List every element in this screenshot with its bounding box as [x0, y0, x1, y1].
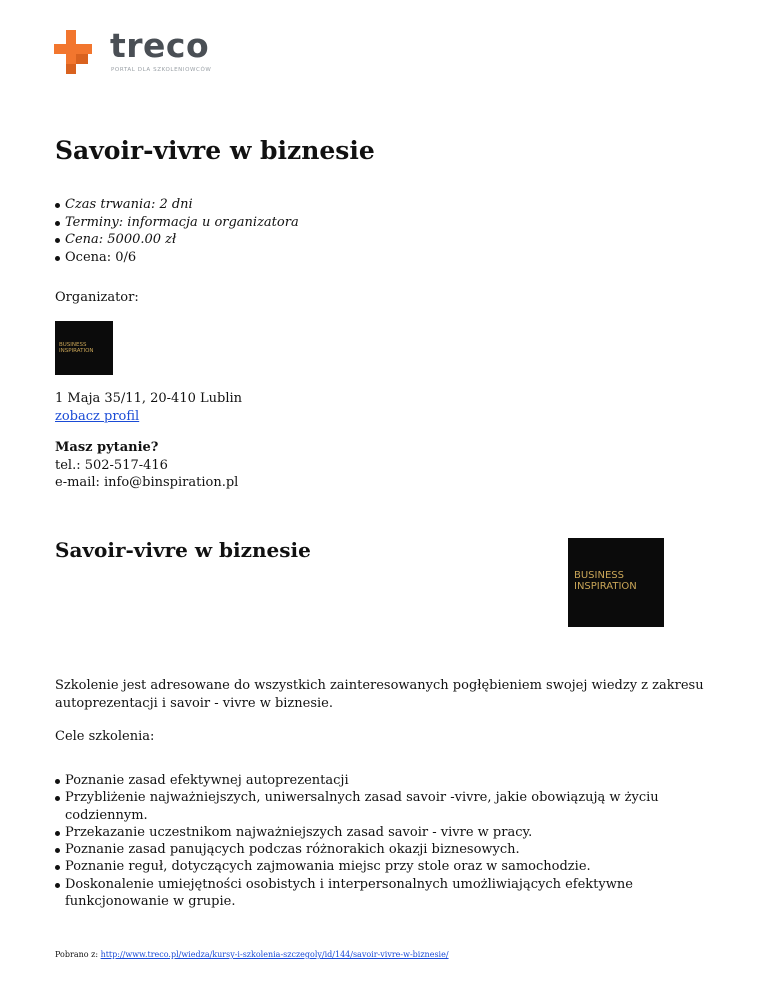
- goal-item: Doskonalenie umiejętności osobistych i interpersonalnych umożliwiających efektywne funkcjonowanie w grupie.: [55, 876, 695, 911]
- description-intro: Szkolenie jest adresowane do wszystkich zainteresowanych pogłębieniem swojej wiedzy z zakresu autoprezentacji i savoir - vivre w biznesie.: [55, 678, 704, 711]
- treco-tagline: PORTAL DLA SZKOLENIOWCÓW: [111, 67, 212, 73]
- meta-rating: Ocena: 0/6: [55, 249, 299, 267]
- meta-dates: Terminy: informacja u organizatora: [55, 214, 299, 232]
- goal-item: Przekazanie uczestnikom najważniejszych zasad savoir - vivre w pracy.: [55, 824, 695, 841]
- contact-block: [55, 439, 238, 492]
- meta-price: Cena: 5000.00 zł: [55, 231, 299, 249]
- organizer-address: 1 Maja 35/11, 20-410 Lublin: [55, 391, 243, 406]
- footer-source: [55, 950, 449, 959]
- organizer-label: Organizator:: [55, 290, 139, 305]
- organizer-logo-small[interactable]: [55, 321, 113, 375]
- footer-url-link[interactable]: http://www.treco.pl/wiedza/kursy-i-szkolenia-szczegoly/id/144/savoir-vivre-w-biznesie/: [100, 950, 449, 959]
- meta-duration: Czas trwania: 2 dni: [55, 196, 299, 214]
- logo-large-line1: BUSINESS: [574, 570, 624, 581]
- goals-list: [55, 772, 695, 910]
- page-title: Savoir-vivre w biznesie: [55, 136, 375, 165]
- treco-wordmark: treco: [110, 26, 210, 65]
- organizer-logo-text: [59, 343, 94, 355]
- organizer-logo-text-large: [574, 571, 637, 592]
- goal-item: Poznanie zasad panujących podczas różnorakich okazji biznesowych.: [55, 841, 695, 858]
- treco-cross-icon: [54, 30, 94, 74]
- treco-logo: [54, 26, 224, 76]
- logo-line1: BUSINESS: [59, 342, 87, 348]
- contact-email: e-mail: info@binspiration.pl: [55, 475, 239, 490]
- goal-item: Poznanie reguł, dotyczących zajmowania miejsc przy stole oraz w samochodzie.: [55, 858, 695, 875]
- footer-prefix: Pobrano z:: [55, 950, 99, 959]
- question-heading: Masz pytanie?: [55, 440, 159, 455]
- goals-label: Cele szkolenia:: [55, 729, 155, 744]
- profile-link[interactable]: zobacz profil: [55, 408, 140, 424]
- contact-phone: tel.: 502-517-416: [55, 457, 168, 473]
- organizer-logo-large: [568, 538, 664, 627]
- logo-large-line2: INSPIRATION: [574, 580, 637, 592]
- course-meta-list: [55, 196, 299, 266]
- logo-line2: INSPIRATION: [59, 347, 94, 354]
- goal-item: Przybliżenie najważniejszych, uniwersalnych zasad savoir -vivre, jakie obowiązują w życiu codziennym.: [55, 789, 695, 824]
- organizer-address-block: [55, 390, 242, 425]
- goal-item: Poznanie zasad efektywnej autoprezentacji: [55, 772, 695, 789]
- description-heading: Savoir-vivre w biznesie: [55, 538, 311, 562]
